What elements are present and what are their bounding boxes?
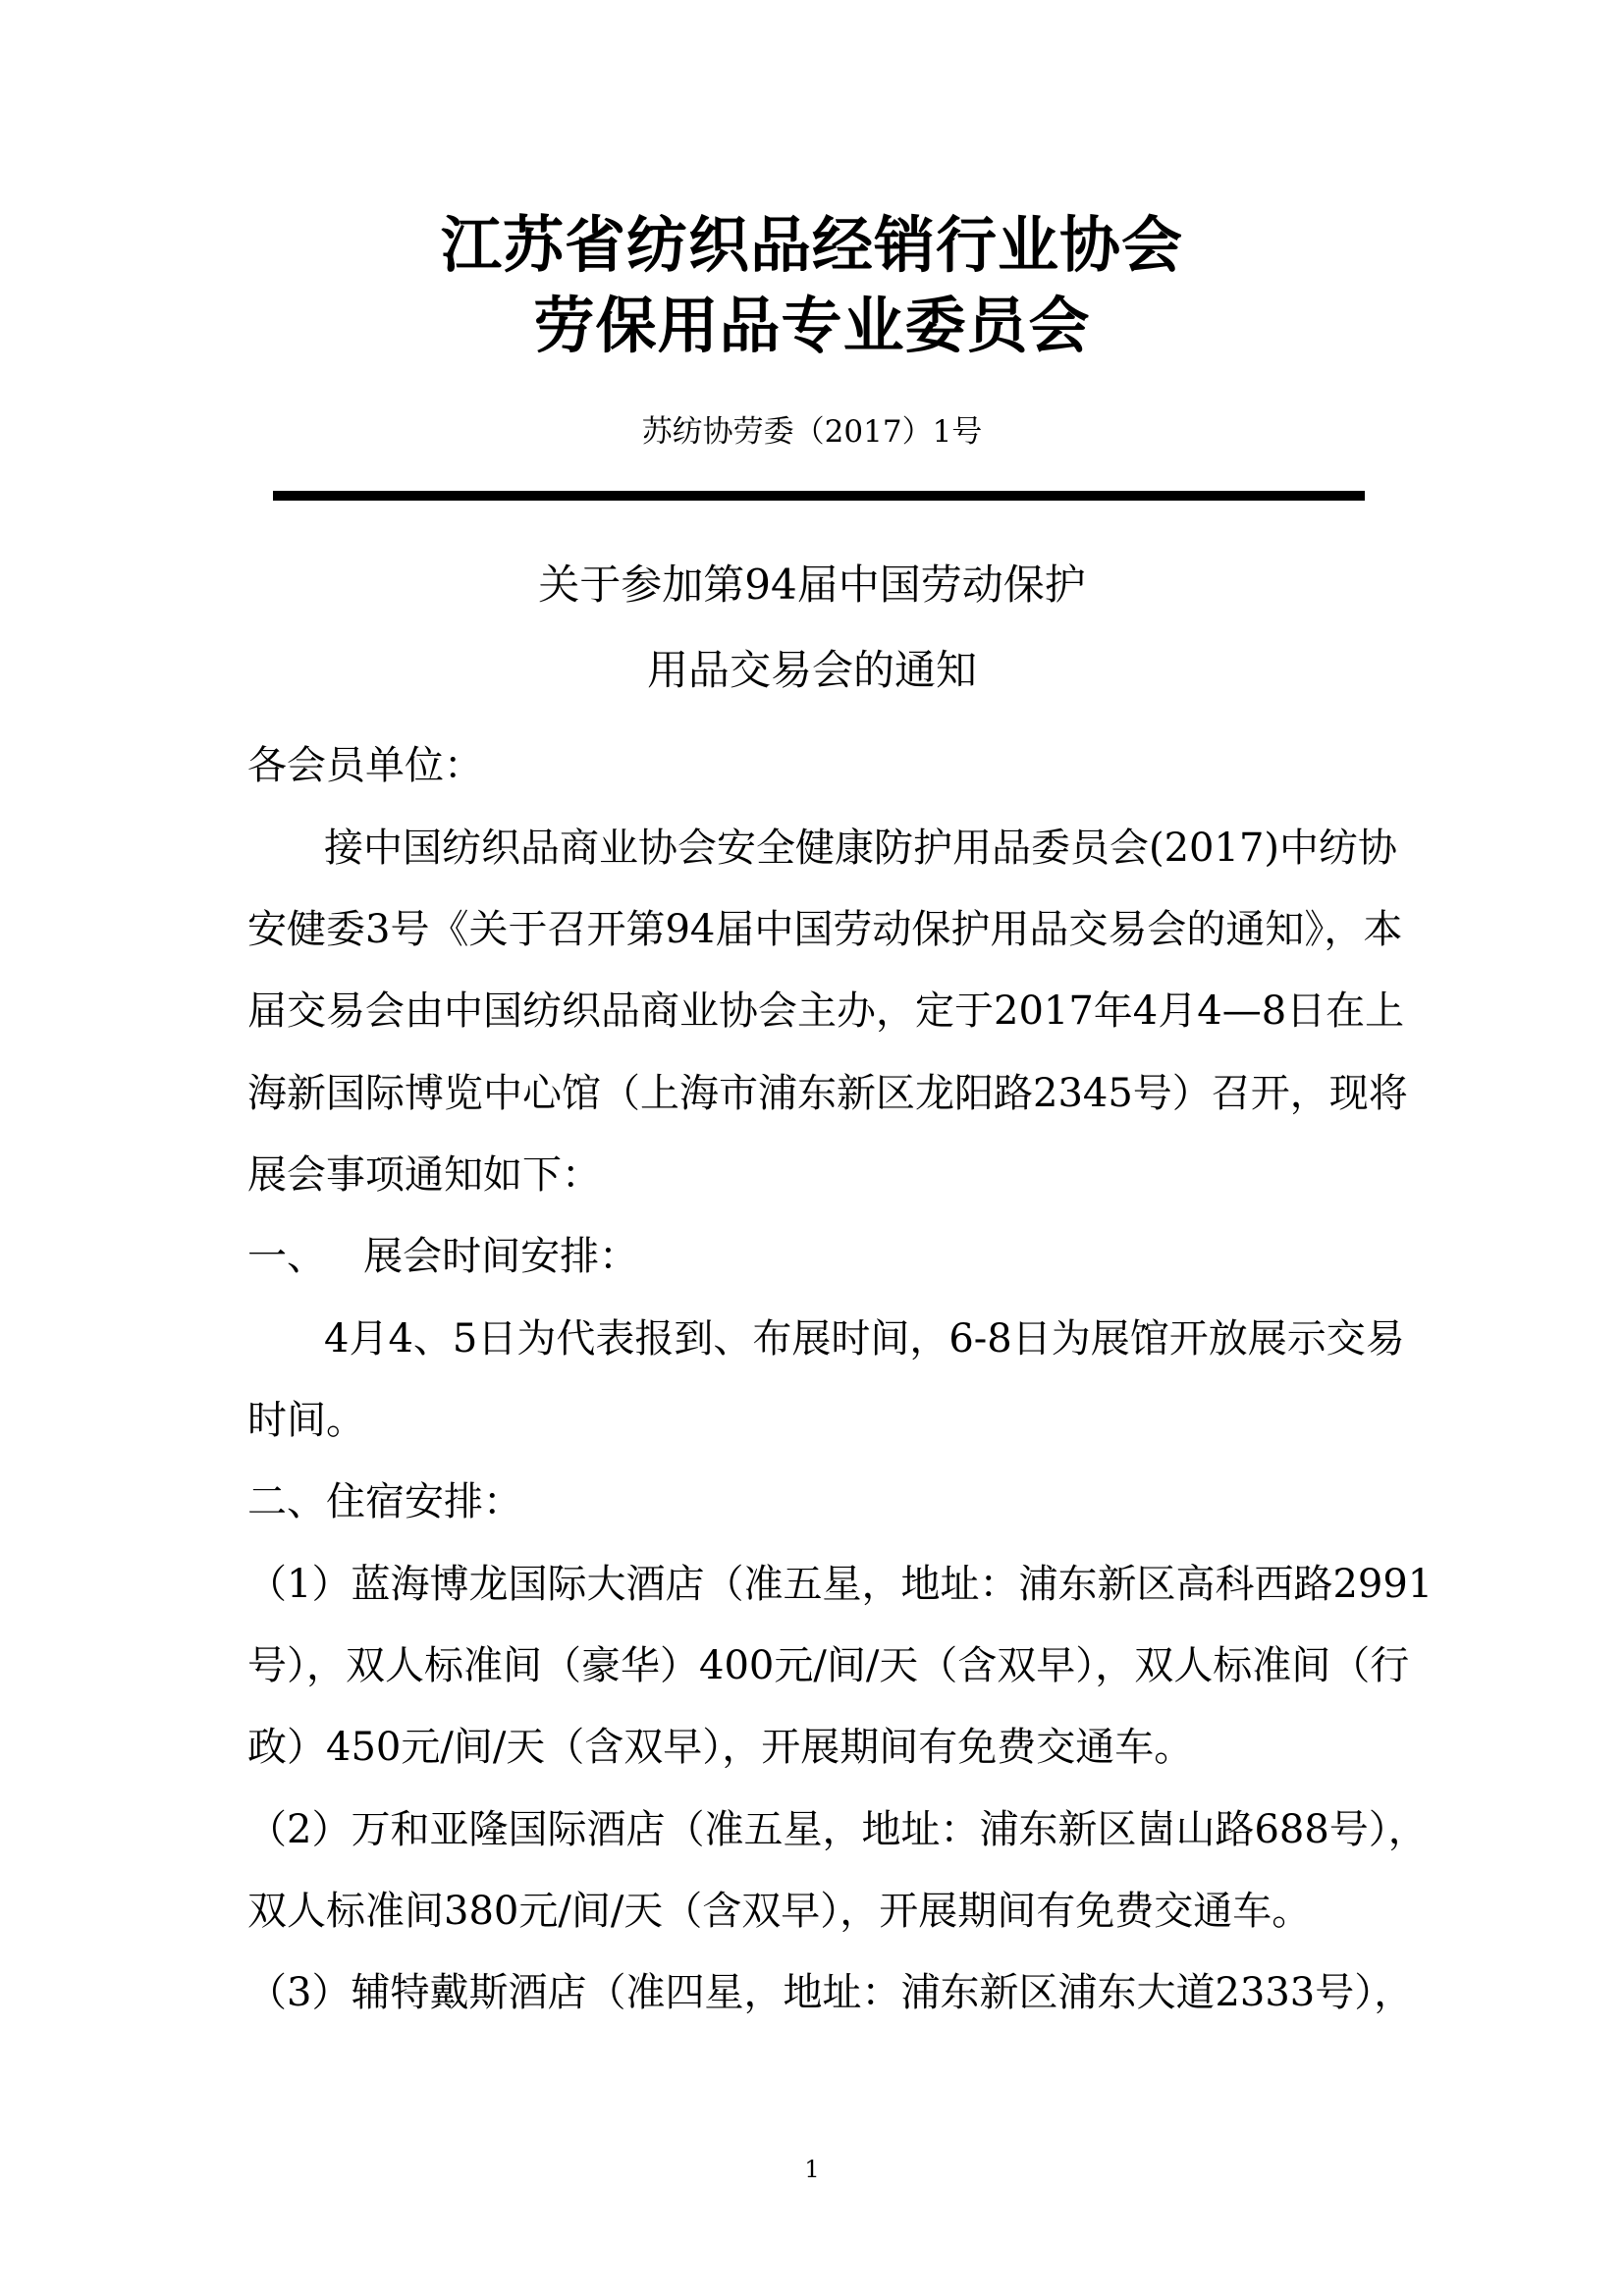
intro-line: 展会事项通知如下： (247, 1152, 601, 1198)
section2-line: （2）万和亚隆国际酒店（准五星，地址：浦东新区崮山路688号）， (247, 1807, 1428, 1852)
organization-name-line2: 劳保用品专业委员会 (533, 290, 1091, 361)
organization-name-line1: 江苏省纺织品经销行业协会 (440, 209, 1183, 281)
notice-title-line2: 用品交易会的通知 (646, 646, 977, 694)
section2-line: 政）450元/间/天（含双早），开展期间有免费交通车。 (247, 1725, 1194, 1770)
notice-title-line1: 关于参加第94届中国劳动保护 (538, 561, 1086, 609)
section1-heading: 一、 展会时间安排： (247, 1234, 639, 1279)
header-divider-rule (273, 491, 1365, 501)
page-number: 1 (804, 2156, 820, 2183)
section2-line: 双人标准间380元/间/天（含双早），开展期间有免费交通车。 (247, 1889, 1312, 1934)
section2-line: （1）蓝海博龙国际大酒店（准五星，地址：浦东新区高科西路2991 (247, 1562, 1434, 1607)
section2-line: 号），双人标准间（豪华）400元/间/天（含双早），双人标准间（行 (247, 1643, 1410, 1688)
intro-line: 届交易会由中国纺织品商业协会主办，定于2017年4月4—8日在上 (247, 988, 1405, 1034)
intro-line: 海新国际博览中心馆（上海市浦东新区龙阳路2345号）召开，现将 (247, 1071, 1408, 1116)
salutation: 各会员单位： (247, 743, 483, 788)
section1-line: 时间。 (247, 1398, 365, 1443)
intro-line: 安健委3号《关于召开第94届中国劳动保护用品交易会的通知》，本 (247, 907, 1403, 952)
section2-heading: 二、住宿安排： (247, 1479, 522, 1524)
intro-line: 接中国纺织品商业协会安全健康防护用品委员会(2017)中纺协 (324, 826, 1398, 871)
section1-line: 4月4、5日为代表报到、布展时间，6-8日为展馆开放展示交易 (324, 1316, 1405, 1362)
section2-line: （3）辅特戴斯酒店（准四星，地址：浦东新区浦东大道2333号）， (247, 1970, 1414, 2015)
document-number: 苏纺协劳委（2017）1号 (641, 414, 983, 450)
